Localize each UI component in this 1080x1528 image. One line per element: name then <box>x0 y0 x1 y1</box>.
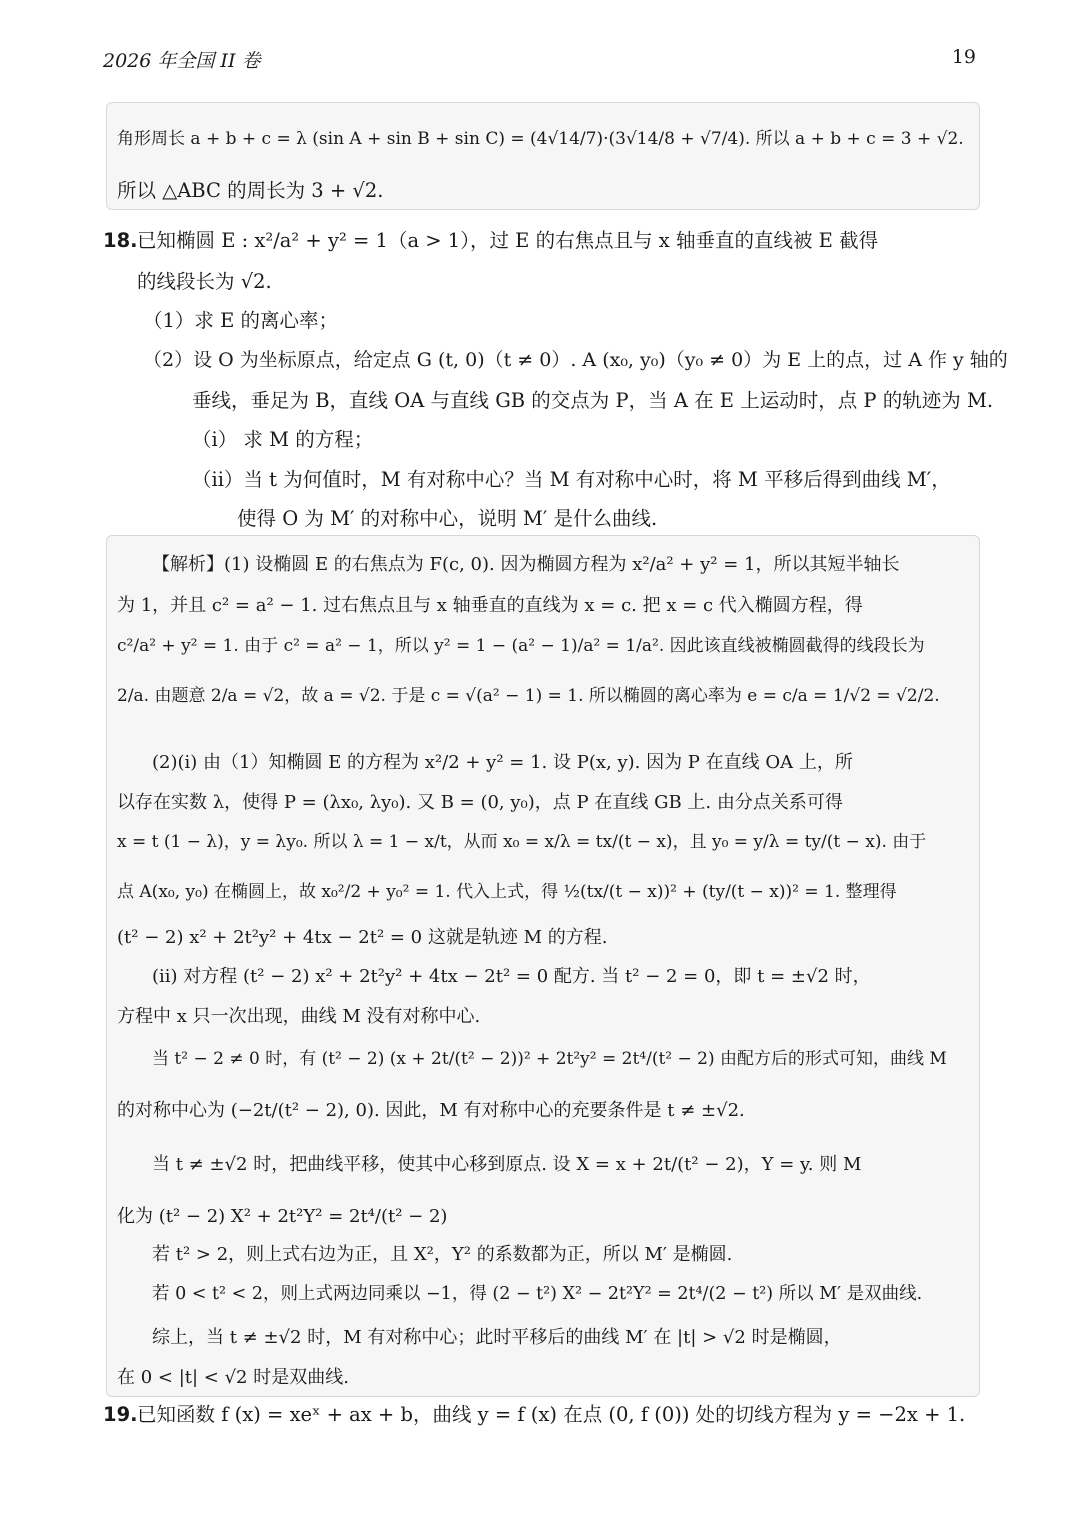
question-part: （1）求 E 的离心率； <box>143 309 339 332</box>
question-stem-line: 已知函数 f (x) = xeˣ + ax + b，曲线 y = f (x) 在点 (0, f (0)) 处的切线方程为 y = −2x + 1. <box>137 1403 966 1426</box>
solution-line: 【解析】(1) 设椭圆 E 的右焦点为 F(c, 0). 因为椭圆方程为 x²/a² + y² = 1，所以其短半轴长 <box>152 554 900 575</box>
header-title: 2026 年全国 II 卷 <box>103 50 261 72</box>
prev-solution-box <box>106 102 980 210</box>
solution-line: 若 t² > 2，则上式右边为正，且 X²，Y² 的系数都为正，所以 M′ 是椭圆. <box>152 1244 733 1265</box>
solution-line: 当 t² − 2 ≠ 0 时，有 (t² − 2) (x + 2t/(t² − 2))² + 2t²y² = 2t⁴/(t² − 2) 由配方后的形式可知，曲线 M <box>152 1049 947 1069</box>
solution-line: 当 t ≠ ±√2 时，把曲线平移，使其中心移到原点. 设 X = x + 2t/(t² − 2)，Y = y. 则 M <box>152 1154 862 1175</box>
question-part: 垂线，垂足为 B，直线 OA 与直线 GB 的交点为 P，当 A 在 E 上运动时，点 P 的轨迹为 M. <box>192 389 994 412</box>
solution-line: 的对称中心为 (−2t/(t² − 2), 0). 因此，M 有对称中心的充要条件是 t ≠ ±√2. <box>117 1100 745 1121</box>
solution-line: 在 0 < |t| < √2 时是双曲线. <box>117 1367 349 1388</box>
solution-line: 点 A(x₀, y₀) 在椭圆上，故 x₀²/2 + y₀² = 1. 代入上式，得 ½(tx/(t − x))² + (ty/(t − x))² = 1. 整理得 <box>117 882 897 902</box>
page-number: 19 <box>951 46 976 68</box>
solution-line: 综上，当 t ≠ ±√2 时，M 有对称中心；此时平移后的曲线 M′ 在 |t| > √2 时是椭圆， <box>152 1327 842 1348</box>
question-stem-line: 已知椭圆 E : x²/a² + y² = 1（a > 1），过 E 的右焦点且与 x 轴垂直的直线被 E 截得 <box>137 229 879 252</box>
question-number: 19. <box>103 1403 138 1426</box>
solution-line: 2/a. 由题意 2/a = √2，故 a = √2. 于是 c = √(a² − 1) = 1. 所以椭圆的离心率为 e = c/a = 1/√2 = √2/2. <box>117 686 940 706</box>
solution-line: 为 1，并且 c² = a² − 1. 过右焦点且与 x 轴垂直的直线为 x = c. 把 x = c 代入椭圆方程，得 <box>117 595 863 616</box>
solution-line: (ii) 对方程 (t² − 2) x² + 2t²y² + 4tx − 2t² = 0 配方. 当 t² − 2 = 0，即 t = ±√2 时， <box>152 966 871 987</box>
prev-solution-line: 角形周长 a + b + c = λ (sin A + sin B + sin C) = (4√14/7)·(3√14/8 + √7/4). 所以 a + b + c = 3 + √2. <box>117 129 964 149</box>
solution-line: x = t (1 − λ)，y = λy₀. 所以 λ = 1 − x/t，从而 x₀ = x/λ = tx/(t − x)，且 y₀ = y/λ = ty/(t − x). 由于 <box>117 832 927 852</box>
prev-solution-line: 所以 △ABC 的周长为 3 + √2. <box>117 179 384 202</box>
question-part: （ii）当 t 为何值时，M 有对称中心？当 M 有对称中心时，将 M 平移后得到曲线 M′， <box>192 468 951 491</box>
solution-line: 以存在实数 λ，使得 P = (λx₀, λy₀). 又 B = (0, y₀)，点 P 在直线 GB 上. 由分点关系可得 <box>117 792 843 813</box>
solution-line: 若 0 < t² < 2，则上式两边同乘以 −1，得 (2 − t²) X² − 2t²Y² = 2t⁴/(2 − t²) 所以 M′ 是双曲线. <box>152 1284 923 1304</box>
question-part: （i） 求 M 的方程； <box>192 428 374 451</box>
question-stem-line: 的线段长为 √2. <box>137 270 272 293</box>
solution-line: 化为 (t² − 2) X² + 2t²Y² = 2t⁴/(t² − 2) <box>117 1206 448 1227</box>
question-part: （2）设 O 为坐标原点，给定点 G (t, 0)（t ≠ 0）. A (x₀, y₀)（y₀ ≠ 0）为 E 上的点，过 A 作 y 轴的 <box>143 349 1008 371</box>
solution-line: c²/a² + y² = 1. 由于 c² = a² − 1，所以 y² = 1 − (a² − 1)/a² = 1/a². 因此该直线被椭圆截得的线段长为 <box>117 636 925 656</box>
solution-line: (t² − 2) x² + 2t²y² + 4tx − 2t² = 0 这就是轨迹 M 的方程. <box>117 927 608 948</box>
solution-box <box>106 535 980 1397</box>
solution-line: 方程中 x 只一次出现，曲线 M 没有对称中心. <box>117 1006 481 1027</box>
question-part: 使得 O 为 M′ 的对称中心，说明 M′ 是什么曲线. <box>237 507 658 530</box>
solution-line: (2)(i) 由（1）知椭圆 E 的方程为 x²/2 + y² = 1. 设 P(x, y). 因为 P 在直线 OA 上，所 <box>152 752 853 773</box>
question-number: 18. <box>103 229 138 252</box>
